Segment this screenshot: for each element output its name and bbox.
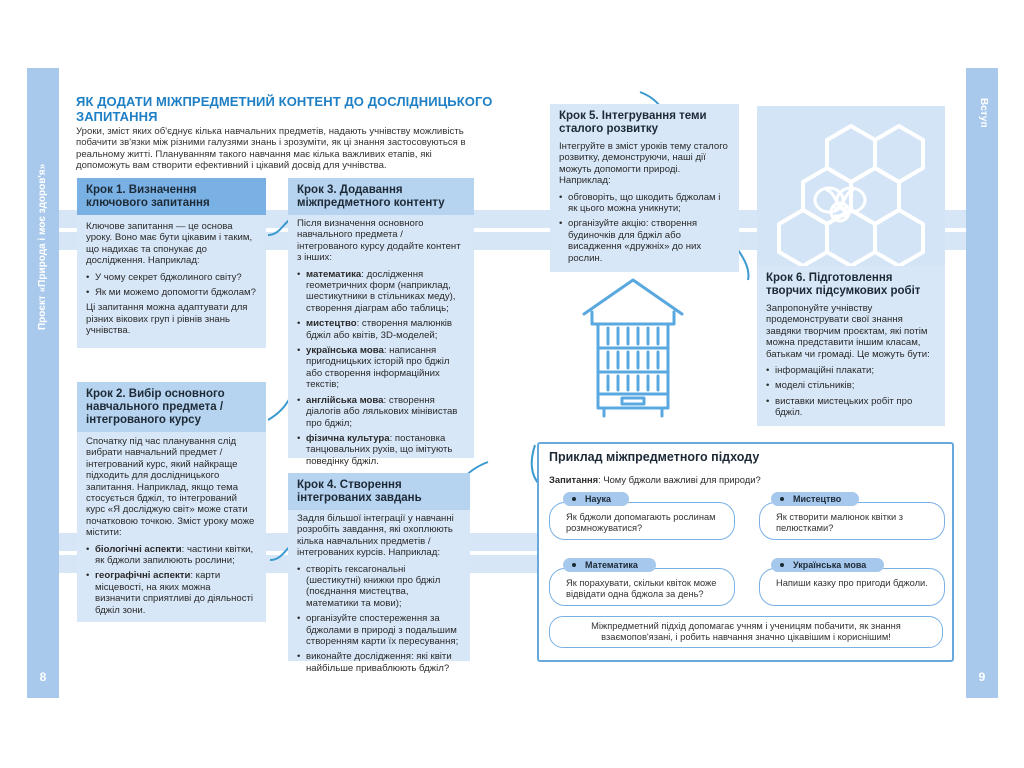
step4-text: Задля більшої інтеграції у навчанні розробіть завдання, які охоплюють кілька навчальних предметів / інтегрованих курсів. Наприклад: (297, 513, 454, 559)
page-number-right: 9 (978, 670, 986, 684)
step3-title: Крок 3. Додавання міжпредметного контенту (288, 178, 474, 215)
item-text: : створення діалогів або лялькових мінівистав про бджіл; (306, 394, 458, 429)
example-title: Приклад міжпредметного підходу (549, 450, 760, 464)
sidebar-section-title: Вступ (978, 98, 989, 128)
list-item (86, 544, 257, 567)
list-item (86, 570, 257, 616)
item-text: : карти місцевості, на яких можна визначити сприятливі до діяльності бджіл зони. (95, 570, 254, 616)
step2-text: Спочатку під час планування слід вибрати навчальний предмет / інтегрований курс, який найкраще підходить для дослідницького запитання. Наприклад, якщо тема стосується бджіл, то інтегрований курс «Я досліджую світ» може стати початковою точкою. Зміст уроку може містити: (86, 436, 255, 539)
list-item: • моделі стільників; (766, 380, 936, 391)
example-footer: Міжпредметний підхід допомагає учням і ученицям побачити, як знання взаємопов'язані, і робить навчання значно цікавішим і кориснішим! (549, 616, 943, 648)
example-box (537, 442, 954, 662)
item-text: : постановка танцювальних рухів, що імітують поведінку бджіл. (306, 432, 453, 467)
list-item (297, 318, 465, 341)
left-sidebar (27, 68, 59, 698)
subject-text: Напиши казку про пригоди бджоли. (776, 578, 928, 588)
list-item: • виставки мистецьких робіт про бджіл. (766, 396, 936, 419)
subject-label-math (563, 558, 656, 572)
list-item: • організуйте спостереження за бджолами в природі з подальшим створенням карти їх пересування; (297, 613, 461, 647)
step1-text: Ключове запитання — це основа уроку. Воно має бути цікавим і таким, що надихає та спонукає до дослідження. Наприклад: (86, 221, 253, 267)
subject-label-ukrainian (771, 558, 884, 572)
subject-label: Мистецтво (793, 494, 842, 504)
item-text: : дослідження геометричних форм (наприклад, шестикутники в стільниках меду), створення діаграм або таблиць; (306, 268, 456, 314)
page-title: ЯК ДОДАТИ МІЖПРЕДМЕТНИЙ КОНТЕНТ ДО ДОСЛІДНИЦЬКОГО ЗАПИТАННЯ (76, 94, 493, 124)
item-text: : написання пригодницьких історій про бджіл або створення інформаційних текстів; (306, 345, 450, 391)
list-item (297, 345, 465, 391)
step1-title: Крок 1. Визначення ключового запитання (77, 178, 266, 215)
beehive-illustration (578, 272, 688, 422)
step4-title: Крок 4. Створення інтегрованих завдань (288, 473, 470, 510)
step6-text: Запропонуйте учнівству продемонструвати свої знання завдяки творчим проєктам, які потім можна представити іншим класам, батькам чи громаді. Це можуть бути: (766, 303, 930, 360)
step3-text: Після визначення основного навчального предмета / інтегрованого курсу додайте контент з інших: (297, 218, 461, 264)
subject-label: Математика (585, 560, 638, 570)
list-item: • Як ми можемо допомогти бджолам? (86, 287, 257, 298)
page-number-left: 8 (39, 670, 47, 684)
subject-box-ukrainian (759, 568, 945, 606)
step6-card (757, 266, 945, 426)
step1-note: Ці запитання можна адаптувати для різних вікових груп і рівнів знань учнівства. (86, 302, 248, 337)
question-text: : Чому бджоли важливі для природи? (598, 474, 761, 485)
subject-box-art (759, 502, 945, 540)
right-sidebar (966, 68, 998, 698)
item-text: : створення малюнків бджіл або квітів, 3D-моделей; (306, 318, 453, 341)
honeycomb-panel (757, 106, 945, 266)
intro-paragraph: Уроки, зміст яких об'єднує кілька навчальних предметів, надають учнівству можливість побачити зв'язки між різними галузями знань і зрозуміти, як ці знання застосовуються в реальному житті. Плануванням такого навчання має кілька важливих етапів, які допоможуть вам створити ефективний і цікавий досвід для учнівства. (76, 126, 466, 172)
subject-text: Як бджоли допомагають рослинам розмножуватися? (566, 512, 716, 533)
item-label: англійська мова (306, 394, 384, 406)
item-label: географічні аспекти (95, 570, 191, 582)
list-item: • інформаційні плакати; (766, 365, 936, 376)
list-item (297, 269, 465, 315)
step5-text: Інтегруйте в зміст уроків тему сталого розвитку, демонструючи, наші дії можуть допомогти природі. Наприклад: (559, 141, 728, 187)
list-item: • організуйте акцію: створення будиночків для бджіл або висадження «дружніх» до них рослин. (559, 218, 730, 264)
example-question (549, 474, 761, 485)
list-item (297, 395, 465, 429)
subject-label-science (563, 492, 629, 506)
item-label: мистецтво (306, 318, 357, 330)
subject-label: Наука (585, 494, 612, 504)
step2-title: Крок 2. Вибір основного навчального предмета / інтегрованого курсу (77, 382, 266, 432)
item-label: українська мова (306, 345, 384, 357)
list-item: • створіть гексагональні (шестикутні) книжки про бджіл (поєднання мистецтва, математики та мови); (297, 564, 461, 610)
list-item: • У чому секрет бджолиного світу? (86, 272, 257, 283)
subject-text: Як створити малюнок квітки з пелюстками? (776, 512, 904, 533)
subject-label: Українська мова (793, 560, 867, 570)
list-item: • обговоріть, що шкодить бджолам і як цього можна уникнути; (559, 192, 730, 215)
step2-card (77, 382, 266, 622)
item-label: фізична культура (306, 432, 390, 444)
step5-title: Крок 5. Інтегрування теми сталого розвитку (550, 104, 739, 141)
step4-card (288, 473, 470, 674)
item-label: біологічні аспекти (95, 543, 182, 555)
step6-title: Крок 6. Підготовлення творчих підсумкових робіт (757, 266, 945, 303)
sidebar-project-title: Проєкт «Природа і моє здоров'я» (37, 163, 48, 330)
step5-card (550, 104, 739, 272)
subject-label-art (771, 492, 859, 506)
item-text: : частини квітки, як бджоли запилюють рослини; (95, 543, 254, 567)
honeycomb-bee-illustration (757, 106, 945, 266)
subject-box-science (549, 502, 735, 540)
question-label: Запитання (549, 474, 599, 485)
item-label: математика (306, 268, 362, 280)
subject-text: Як порахувати, скільки квіток може відвідати одна бджола за день? (566, 578, 717, 599)
list-item (297, 433, 465, 467)
list-item: • виконайте дослідження: які квіти найбільше приваблюють бджіл? (297, 651, 461, 674)
subject-box-math (549, 568, 735, 606)
step3-card (288, 178, 474, 467)
step1-card (77, 178, 266, 348)
